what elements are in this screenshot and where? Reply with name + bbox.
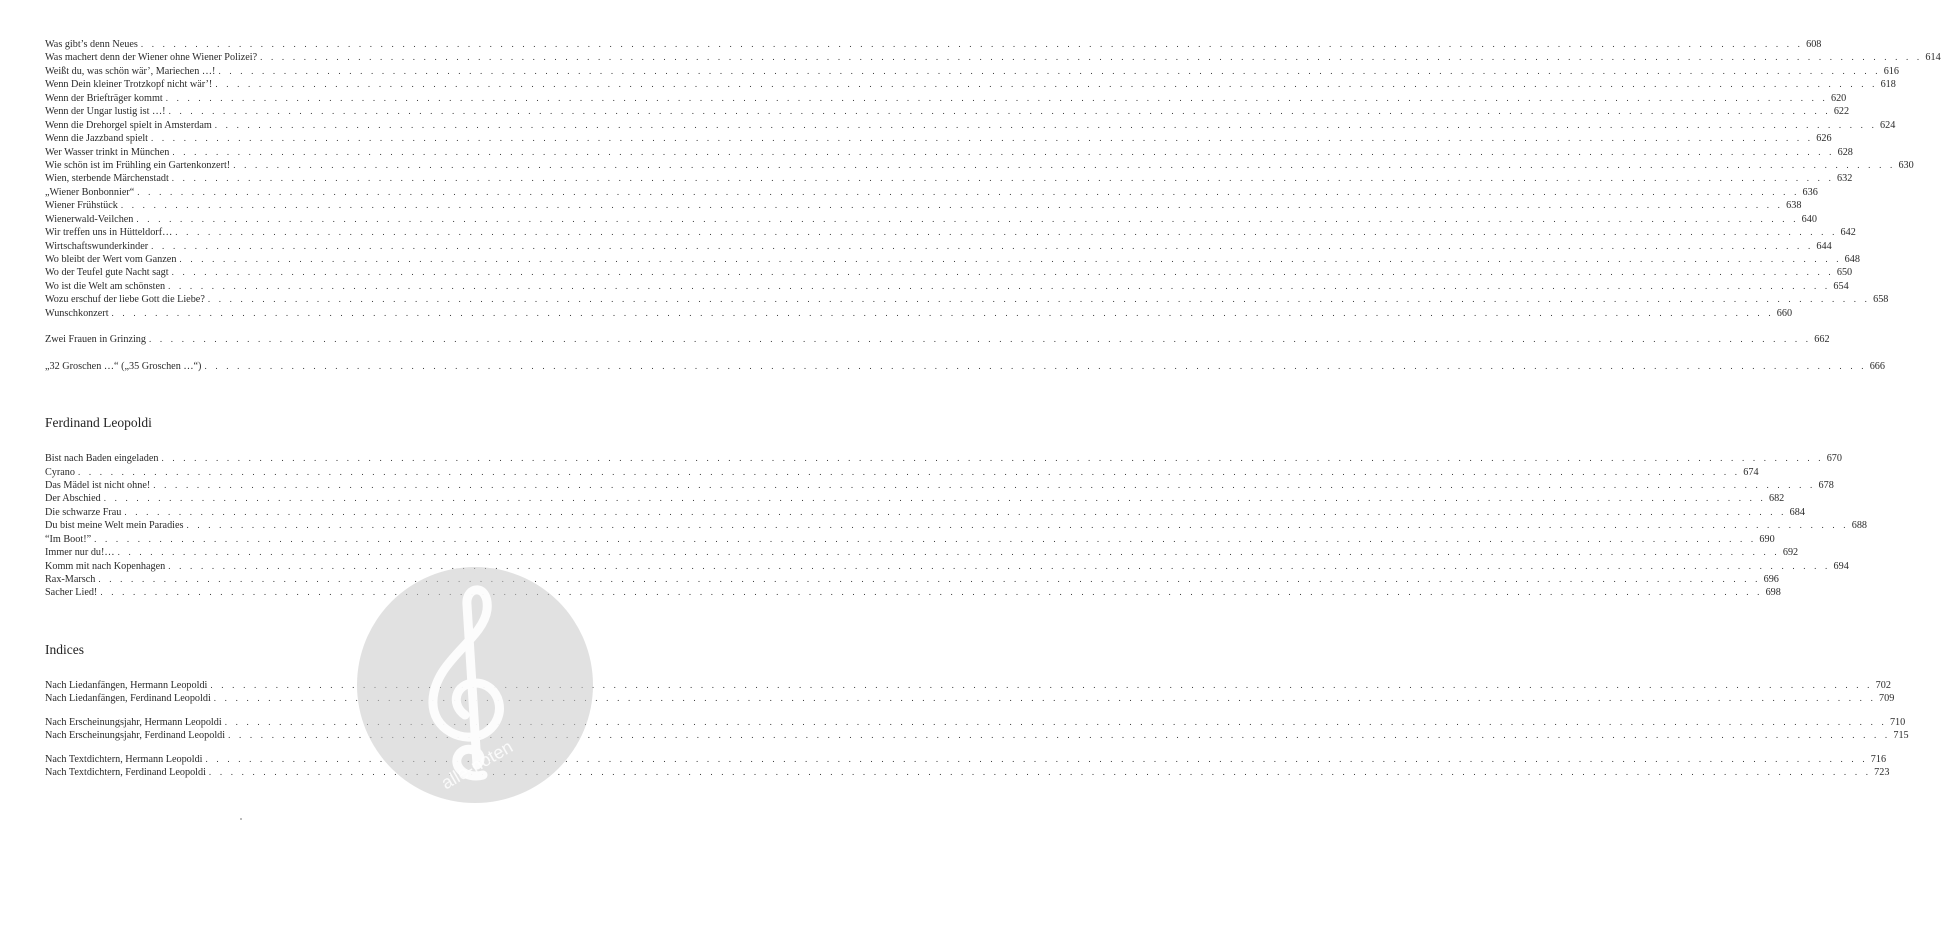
toc-entry[interactable]	[45, 546, 1799, 559]
toc-entry[interactable]	[45, 38, 1822, 51]
toc-entry[interactable]	[45, 51, 1941, 64]
toc-entry-title: „Wiener Bonbonnier“	[45, 186, 135, 198]
toc-entry[interactable]	[45, 533, 1775, 546]
toc-entry[interactable]	[45, 119, 1896, 132]
dot-leader	[112, 307, 1774, 320]
toc-entry-page: 650	[1836, 267, 1853, 279]
toc-entry-page: 630	[1898, 159, 1914, 171]
toc-entry-page: 682	[1768, 493, 1785, 505]
toc-entry-page: 618	[1880, 79, 1896, 91]
dot-leader	[260, 51, 1922, 64]
toc-entry-page: 660	[1776, 307, 1793, 319]
dot-leader	[136, 213, 1798, 226]
group-spacer	[45, 347, 533, 360]
toc-entry-page: 688	[1851, 520, 1868, 532]
toc-entry-page: 684	[1789, 506, 1805, 518]
toc-entry-page: 624	[1880, 119, 1896, 131]
toc-entry-title: Wenn der Briefträger kommt	[45, 92, 163, 104]
dot-leader	[215, 119, 1877, 132]
toc-entry[interactable]	[45, 92, 1847, 105]
toc-entry-title: Nach Textdichtern, Hermann Leopoldi	[45, 753, 203, 765]
toc-entry-page: 696	[1763, 574, 1779, 585]
toc-entry[interactable]	[45, 506, 1805, 519]
dot-leader	[149, 333, 1811, 346]
toc-entry-title: Der Abschied	[45, 493, 101, 505]
toc-entry[interactable]	[45, 159, 1914, 172]
toc-entry-title: Bist nach Baden eingeladen	[45, 453, 159, 465]
stray-mark	[240, 818, 242, 820]
toc-entry-title: Wien, sterbende Märchenstadt	[45, 173, 169, 185]
toc-entry-page: 616	[1883, 65, 1899, 77]
toc-entry[interactable]	[45, 186, 1818, 199]
dot-leader	[168, 280, 1830, 293]
toc-entry-title: Wenn die Drehorgel spielt in Amsterdam	[45, 119, 212, 131]
toc-entry[interactable]	[45, 492, 1785, 505]
toc-entry-page: 694	[1833, 560, 1849, 572]
toc-entry-page: 710	[1889, 716, 1906, 728]
toc-entry-title: Zwei Frauen in Grinzing	[45, 334, 146, 346]
toc-entry-page: 702	[1875, 679, 1891, 691]
toc-entry-page: 622	[1833, 106, 1850, 118]
toc-entry-page: 642	[1840, 227, 1856, 239]
section-heading: Indices	[45, 641, 84, 657]
toc-entry[interactable]	[45, 280, 1849, 293]
toc-entry-title: Wirtschaftswunderkinder	[45, 240, 149, 252]
toc-entry-page: 723	[1874, 767, 1890, 779]
toc-entry-page: 692	[1782, 547, 1799, 559]
toc-entry-page: 648	[1844, 254, 1860, 265]
dot-leader	[169, 105, 1831, 118]
toc-entry[interactable]	[45, 307, 1793, 320]
dot-leader	[218, 65, 1880, 78]
toc-entry[interactable]	[45, 172, 1853, 185]
toc-entry-page: 638	[1786, 200, 1802, 212]
toc-entry[interactable]	[45, 333, 1830, 346]
toc-entry-title: Nach Erscheinungsjahr, Ferdinand Leopoldi	[45, 730, 226, 742]
toc-entry-title: Wie schön ist im Frühling ein Gartenkonzert!	[45, 159, 231, 171]
toc-entry-title: Cyrano	[45, 466, 75, 478]
toc-entry[interactable]	[45, 266, 1853, 279]
dot-leader	[172, 172, 1834, 185]
dot-leader	[78, 466, 1740, 479]
dot-leader	[172, 146, 1834, 159]
toc-entry-page: 654	[1833, 280, 1849, 292]
toc-entry-title: Wunschkonzert	[45, 307, 109, 319]
toc-entry-page: 644	[1816, 240, 1832, 252]
toc-entry-title: Wenn der Ungar lustig ist …!	[45, 106, 166, 118]
toc-entry[interactable]	[45, 105, 1850, 118]
toc-entry-title: Nach Liedanfängen, Hermann Leopoldi	[45, 679, 208, 691]
toc-entry-title: Wo der Teufel gute Nacht sagt	[45, 267, 169, 279]
dot-leader	[233, 159, 1895, 172]
dot-leader	[161, 452, 1823, 465]
toc-entry-page: 715	[1893, 730, 1909, 742]
toc-entry-page: 709	[1879, 693, 1895, 705]
toc-entry-title: Du bist meine Welt mein Paradies	[45, 520, 184, 532]
toc-entry-page: 620	[1830, 92, 1847, 104]
toc-entry-page: 674	[1743, 466, 1759, 478]
dot-leader	[124, 506, 1786, 519]
section-heading: Ferdinand Leopoldi	[45, 415, 152, 431]
dot-leader	[100, 586, 1762, 599]
toc-entry-title: Wozu erschuf der liebe Gott die Liebe?	[45, 294, 205, 306]
toc-entry-title: Wiener Frühstück	[45, 200, 118, 212]
toc-entry-title: Nach Erscheinungsjahr, Hermann Leopoldi	[45, 716, 222, 728]
toc-entry-page: 666	[1869, 360, 1885, 372]
toc-entry-page: 698	[1765, 587, 1781, 599]
dot-leader	[121, 199, 1783, 212]
toc-entry-page: 640	[1801, 213, 1817, 225]
dot-leader	[215, 78, 1877, 91]
toc-entry[interactable]	[45, 452, 1842, 465]
dot-leader	[137, 186, 1799, 199]
watermark-logo	[355, 565, 595, 805]
toc-entry-page: 690	[1759, 533, 1775, 545]
toc-entry-page: 628	[1837, 146, 1853, 158]
toc-entry-title: Rax-Marsch	[45, 574, 96, 585]
toc-entry-title: Das Mädel ist nicht ohne!	[45, 479, 151, 491]
toc-entry-page: 662	[1814, 334, 1830, 346]
toc-entry-page: 608	[1806, 39, 1822, 50]
toc-entry-title: Wenn Dein kleiner Trotzkopf nicht wär’!	[45, 79, 213, 91]
toc-entry-title: Was gibt’s denn Neues	[45, 39, 138, 50]
dot-leader	[151, 132, 1813, 145]
dot-leader	[208, 293, 1870, 306]
toc-entry[interactable]	[45, 240, 1832, 253]
toc-entry-page: 614	[1925, 52, 1941, 64]
toc-entry-title: Wo ist die Welt am schönsten	[45, 280, 166, 292]
dot-leader	[204, 360, 1866, 373]
dot-leader	[151, 240, 1813, 253]
toc-entry-title: “Im Boot!”	[45, 533, 92, 545]
dot-leader	[186, 519, 1848, 532]
toc-entry[interactable]	[45, 253, 1860, 266]
dot-leader	[98, 573, 1760, 586]
toc-entry[interactable]	[45, 199, 1802, 212]
toc-entry[interactable]	[45, 213, 1817, 226]
toc-entry[interactable]	[45, 226, 1856, 239]
dot-leader	[179, 253, 1841, 266]
dot-leader	[104, 492, 1766, 505]
toc-entry-page: 632	[1837, 173, 1853, 185]
toc-entry-title: Sacher Lied!	[45, 587, 98, 599]
toc-entry-title: Die schwarze Frau	[45, 506, 122, 518]
toc-entry[interactable]	[45, 466, 1759, 479]
toc-entry-page: 658	[1873, 294, 1889, 306]
toc-entry-title: „32 Groschen …“ („35 Groschen …“)	[45, 360, 202, 372]
toc-entry[interactable]	[45, 479, 1834, 492]
dot-leader	[118, 546, 1780, 559]
toc-entry-page: 716	[1870, 753, 1887, 765]
toc-entry[interactable]	[45, 65, 1899, 78]
toc-entry-title: Immer nur du!…	[45, 547, 115, 559]
toc-entry-page: 670	[1826, 453, 1842, 465]
toc-entry[interactable]	[45, 519, 1868, 532]
toc-entry[interactable]	[45, 360, 1885, 373]
dot-leader	[175, 226, 1837, 239]
toc-entry-title: Komm mit nach Kopenhagen	[45, 560, 166, 572]
toc-entry-title: Wer Wasser trinkt in München	[45, 146, 170, 158]
toc-entry[interactable]	[45, 293, 1889, 306]
toc-entry-page: 678	[1818, 479, 1834, 491]
toc-entry-title: Wenn die Jazzband spielt	[45, 133, 148, 145]
dot-leader	[166, 92, 1828, 105]
toc-entry-page: 626	[1816, 133, 1832, 145]
group-spacer	[45, 320, 533, 333]
toc-entry[interactable]	[45, 132, 1832, 145]
dot-leader	[153, 479, 1815, 492]
dot-leader	[141, 38, 1803, 51]
toc-entry-title: Nach Liedanfängen, Ferdinand Leopoldi	[45, 693, 211, 705]
toc-entry[interactable]	[45, 146, 1853, 159]
dot-leader	[94, 533, 1756, 546]
toc-entry[interactable]	[45, 78, 1896, 91]
toc-entry-title: Wienerwald-Veilchen	[45, 213, 134, 225]
dot-leader	[172, 266, 1834, 279]
toc-entry-title: Wo bleibt der Wert vom Ganzen	[45, 254, 177, 265]
toc-entry-title: Wir treffen uns in Hütteldorf…	[45, 227, 173, 239]
toc-entry-title: Nach Textdichtern, Ferdinand Leopoldi	[45, 767, 206, 779]
toc-entry-title: Weißt du, was schön wär’, Mariechen …!	[45, 65, 216, 77]
toc-entry-page: 636	[1802, 186, 1818, 198]
watermark-text: alle-noten	[437, 736, 517, 794]
toc-entry-title: Was machert denn der Wiener ohne Wiener Polizei?	[45, 52, 258, 64]
